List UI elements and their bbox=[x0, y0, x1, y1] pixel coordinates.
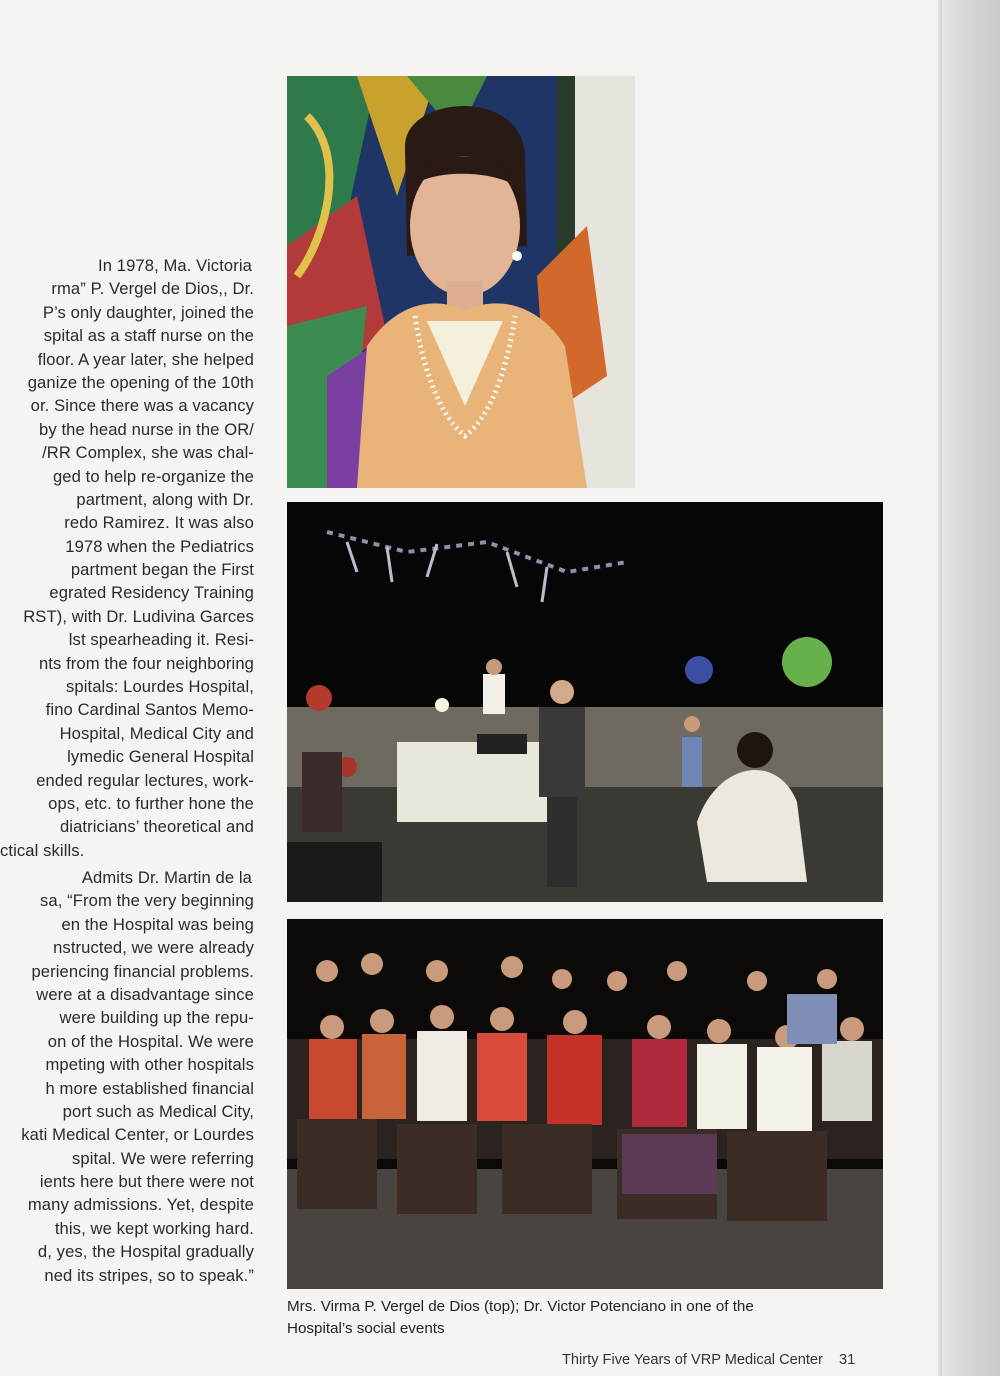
text-line: Hospital, Medical City and bbox=[59, 723, 254, 743]
text-line: nstructed, we were already bbox=[53, 938, 254, 958]
text-line: many admissions. Yet, despite bbox=[27, 1195, 254, 1215]
text-line: kati Medical Center, or Lourdes bbox=[21, 1125, 254, 1145]
text-line: ned its stripes, so to speak.” bbox=[44, 1265, 254, 1285]
speech-scene-illustration bbox=[287, 502, 883, 902]
text-line: sa, “From the very beginning bbox=[39, 891, 254, 911]
text-line: diatricians’ theoretical and bbox=[59, 817, 254, 837]
text-line: lst spearheading it. Resi- bbox=[68, 630, 254, 650]
text-line: rma” P. Vergel de Dios,, Dr. bbox=[51, 279, 254, 299]
article-paragraph-2 bbox=[0, 866, 254, 1287]
text-line: spital. We were referring bbox=[71, 1148, 254, 1168]
text-line: d, yes, the Hospital gradually bbox=[37, 1242, 254, 1262]
text-line: on of the Hospital. We were bbox=[47, 1031, 254, 1051]
text-line: nts from the four neighboring bbox=[38, 653, 254, 673]
caption-line-2: Hospital’s social events bbox=[287, 1320, 445, 1337]
text-line: ops, etc. to further hone the bbox=[48, 793, 254, 813]
text-line: partment, along with Dr. bbox=[76, 489, 254, 509]
text-line: or. Since there was a vacancy bbox=[30, 396, 254, 416]
text-line: ients here but there were not bbox=[39, 1172, 254, 1192]
text-line: RST), with Dr. Ludivina Garces bbox=[23, 606, 254, 626]
page-footer bbox=[562, 1352, 855, 1368]
text-line: mpeting with other hospitals bbox=[45, 1055, 254, 1075]
article-paragraph-1 bbox=[0, 254, 254, 862]
portrait-illustration bbox=[287, 76, 635, 488]
portrait-photo bbox=[287, 76, 635, 488]
audience-photo bbox=[287, 919, 883, 1289]
text-line: were building up the repu- bbox=[59, 1008, 254, 1028]
publication-title: Thirty Five Years of VRP Medical Center bbox=[562, 1352, 823, 1368]
text-line: ended regular lectures, work- bbox=[36, 770, 254, 790]
text-line: this, we kept working hard. bbox=[54, 1218, 254, 1238]
text-line: egrated Residency Training bbox=[49, 583, 254, 603]
event-speech-photo bbox=[287, 502, 883, 902]
text-line: h more established financial bbox=[45, 1078, 254, 1098]
text-line: /RR Complex, she was chal- bbox=[42, 443, 254, 463]
text-line: ganize the opening of the 10th bbox=[27, 372, 254, 392]
text-line: In 1978, Ma. Victoria bbox=[98, 256, 252, 275]
text-line: Admits Dr. Martin de la bbox=[81, 868, 252, 887]
text-line: by the head nurse in the OR/ bbox=[39, 419, 254, 439]
page-number: 31 bbox=[838, 1352, 856, 1368]
text-line: spital as a staff nurse on the bbox=[43, 326, 254, 346]
text-line: floor. A year later, she helped bbox=[37, 349, 254, 369]
text-line: partment began the First bbox=[70, 560, 254, 580]
text-line: en the Hospital was being bbox=[61, 914, 254, 934]
text-line: P’s only daughter, joined the bbox=[42, 302, 254, 322]
text-line: port such as Medical City, bbox=[62, 1101, 254, 1121]
text-line: ged to help re-organize the bbox=[52, 466, 254, 486]
text-line: lymedic General Hospital bbox=[67, 747, 254, 767]
text-line: ctical skills. bbox=[0, 840, 85, 860]
text-line: spitals: Lourdes Hospital, bbox=[66, 677, 254, 697]
text-line: 1978 when the Pediatrics bbox=[65, 536, 254, 556]
page-gutter-shadow bbox=[936, 0, 942, 1376]
text-line: redo Ramirez. It was also bbox=[64, 513, 254, 533]
audience-scene-illustration bbox=[287, 919, 883, 1289]
caption-line-1: Mrs. Virma P. Vergel de Dios (top); Dr. Victor Potenciano in one of the bbox=[287, 1298, 754, 1315]
photo-caption bbox=[287, 1296, 887, 1340]
page-edge bbox=[938, 0, 1000, 1376]
text-line: periencing financial problems. bbox=[31, 961, 254, 981]
text-line: were at a disadvantage since bbox=[36, 984, 254, 1004]
text-line: fino Cardinal Santos Memo- bbox=[45, 700, 254, 720]
